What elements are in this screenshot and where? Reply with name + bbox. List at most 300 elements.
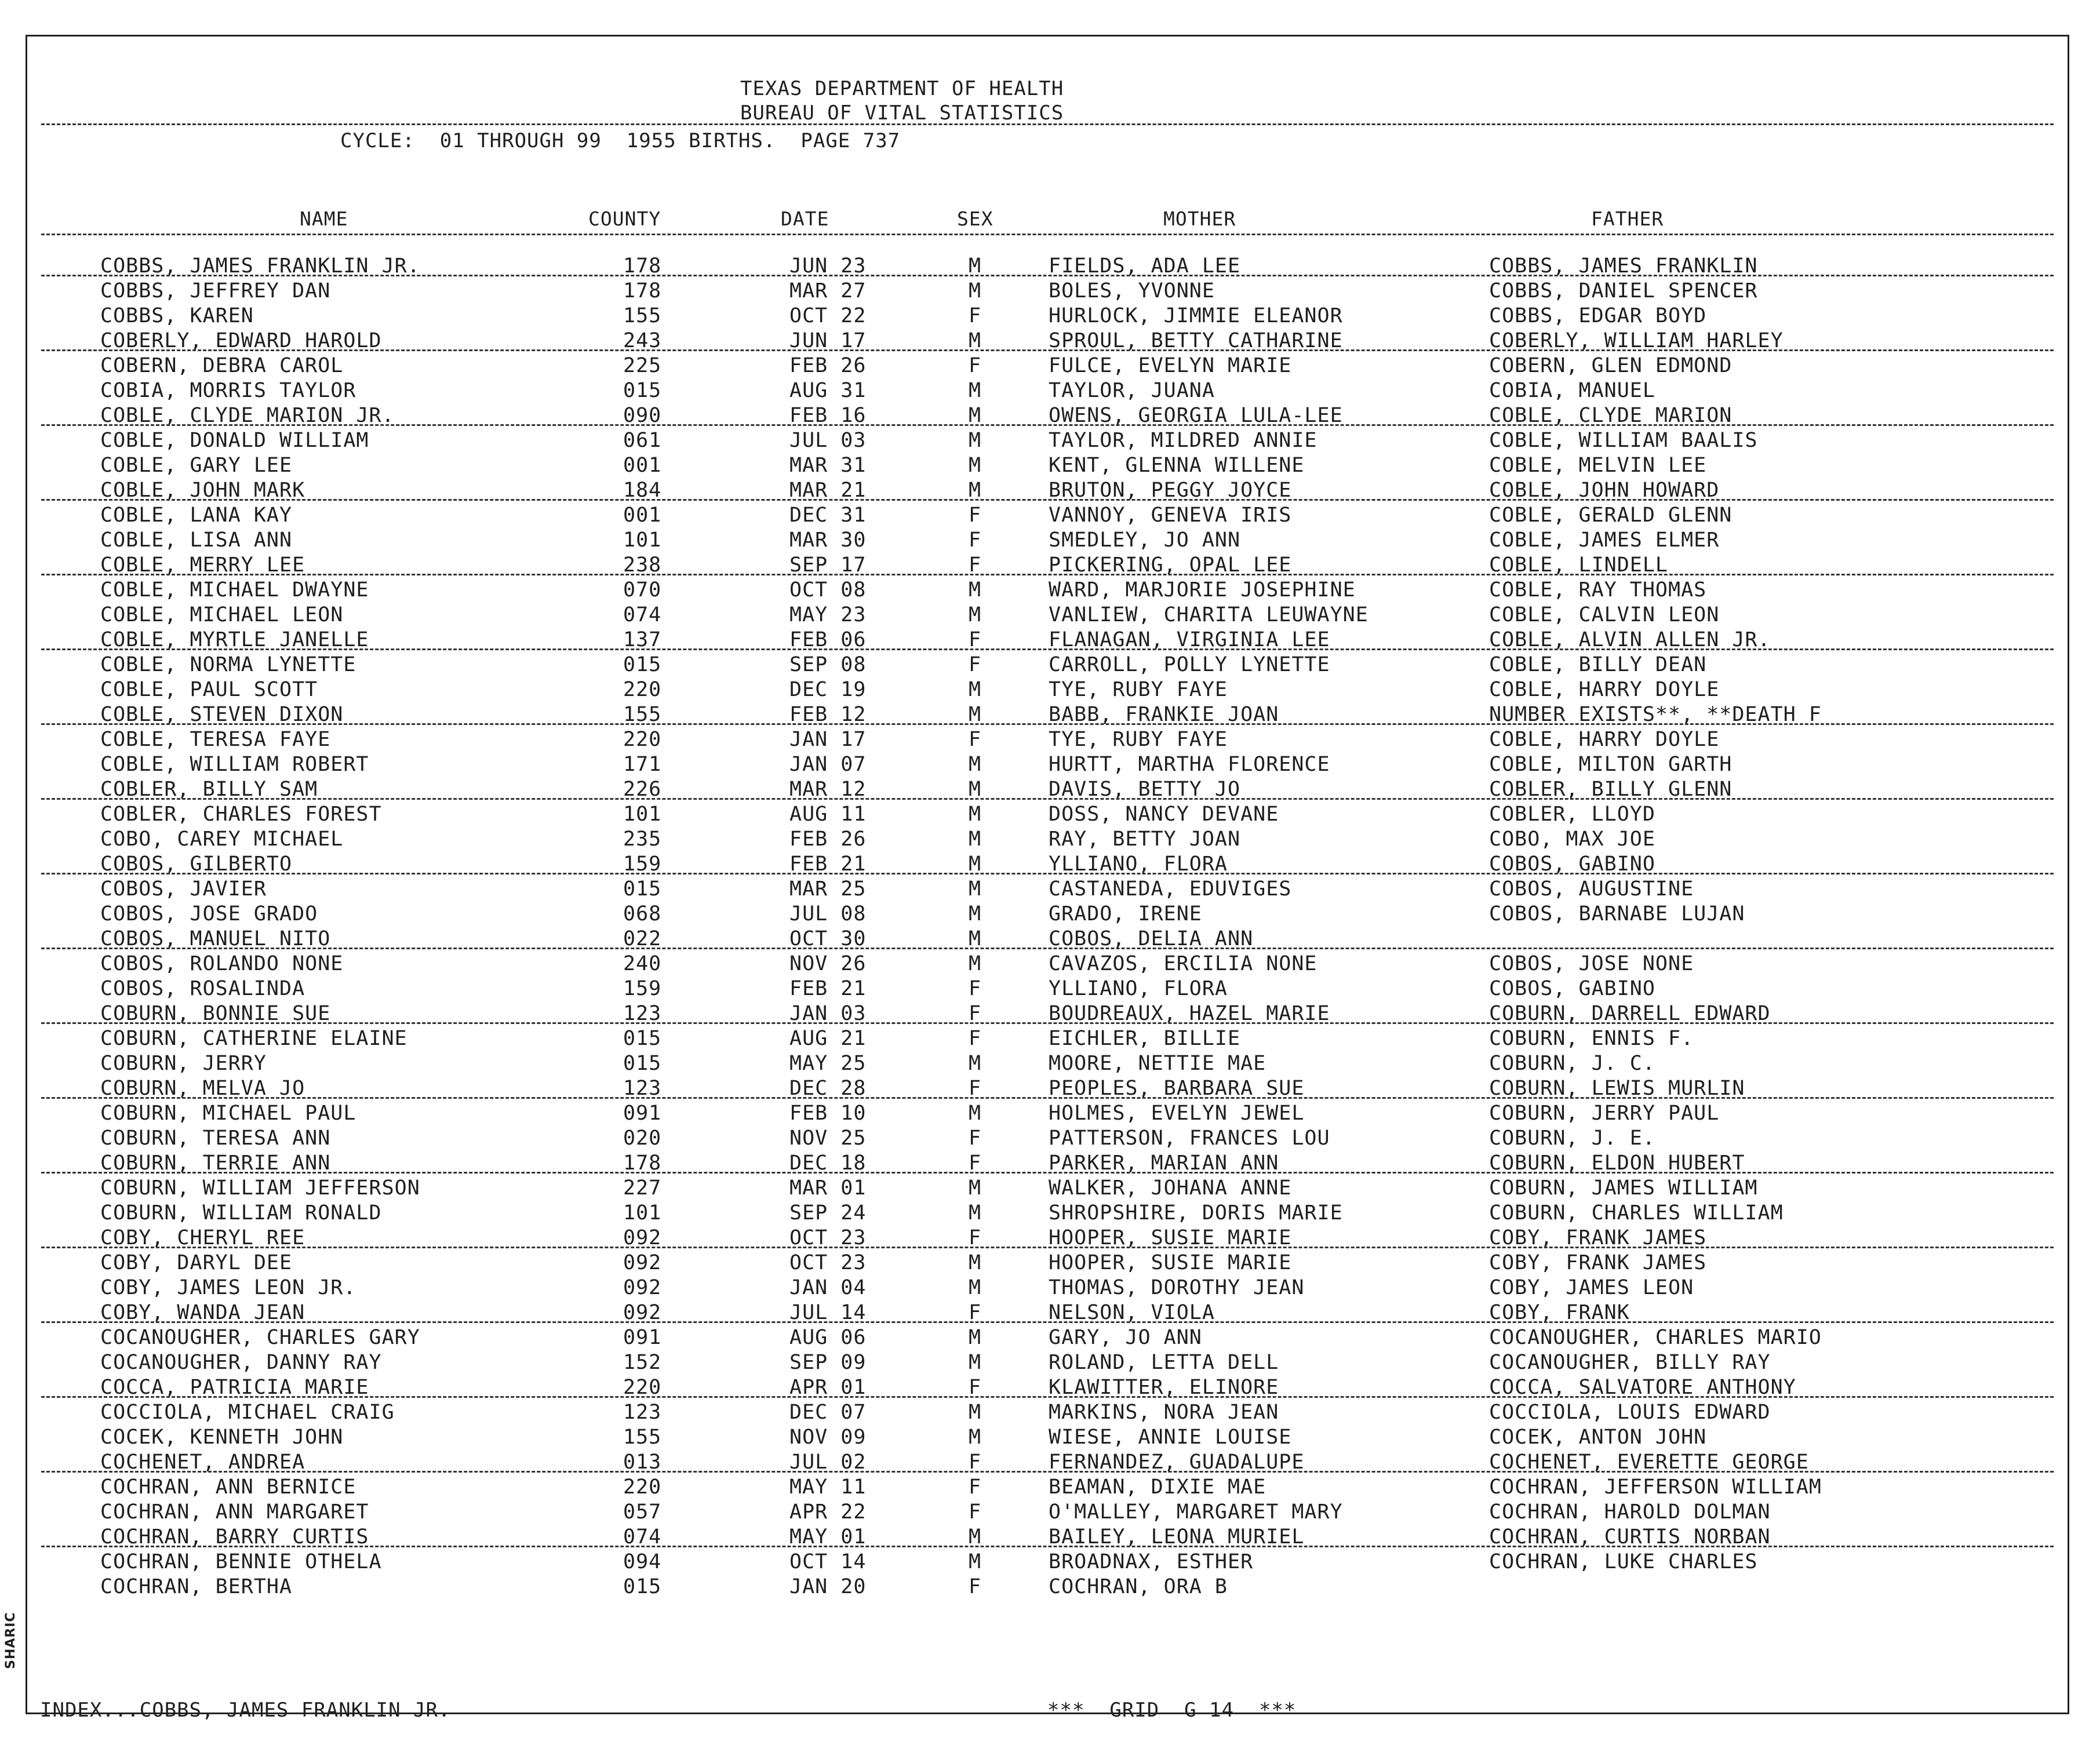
record-sex: M <box>969 1176 982 1200</box>
record-sex: M <box>969 1276 982 1299</box>
record-father: COBLE, LINDELL <box>1489 553 1669 577</box>
cycle-line: CYCLE: 01 THROUGH 99 1955 BIRTHS. PAGE 737 <box>340 129 901 152</box>
record-name: COCANOUGHER, CHARLES GARY <box>100 1326 420 1349</box>
record-county: 238 <box>623 553 662 577</box>
record-mother: NELSON, VIOLA <box>1049 1301 1215 1324</box>
department-title: TEXAS DEPARTMENT OF HEALTH <box>740 77 1064 100</box>
record-date: JUN 23 <box>789 254 867 278</box>
record-mother: VANLIEW, CHARITA LEUWAYNE <box>1049 603 1369 626</box>
record-mother: KLAWITTER, ELINORE <box>1049 1376 1279 1399</box>
record-name: COBLER, BILLY SAM <box>100 778 318 801</box>
record-row <box>27 828 2068 852</box>
record-sex: F <box>969 1451 982 1474</box>
record-father: NUMBER EXISTS**, **DEATH F <box>1489 703 1822 726</box>
record-date: NOV 26 <box>789 952 867 975</box>
record-mother: YLLIANO, FLORA <box>1049 852 1228 876</box>
record-sex: M <box>969 1550 982 1573</box>
record-date: MAR 31 <box>789 454 867 477</box>
record-county: 013 <box>623 1451 662 1474</box>
record-date: JAN 04 <box>789 1276 867 1299</box>
record-date: JAN 07 <box>789 753 867 776</box>
record-mother: FERNANDEZ, GUADALUPE <box>1049 1451 1305 1474</box>
record-mother: DOSS, NANCY DEVANE <box>1049 803 1279 826</box>
record-county: 092 <box>623 1226 662 1249</box>
record-father: COBOS, JOSE NONE <box>1489 952 1694 975</box>
record-county: 220 <box>623 1475 662 1499</box>
record-sex: M <box>969 1201 982 1225</box>
record-row <box>27 379 2068 404</box>
record-mother: HOOPER, SUSIE MARIE <box>1049 1251 1292 1274</box>
record-name: COBURN, TERRIE ANN <box>100 1152 331 1175</box>
record-mother: WALKER, JOHANA ANNE <box>1049 1176 1292 1200</box>
record-father: COBLE, BILLY DEAN <box>1489 653 1707 676</box>
record-county: 020 <box>623 1127 662 1150</box>
record-date: JAN 17 <box>789 728 867 751</box>
record-mother: OWENS, GEORGIA LULA-LEE <box>1049 404 1343 427</box>
record-name: COCHRAN, BERTHA <box>100 1575 293 1598</box>
record-father: COBLER, BILLY GLENN <box>1489 778 1733 801</box>
record-name: COBURN, TERESA ANN <box>100 1127 331 1150</box>
record-row <box>27 1052 2068 1077</box>
record-county: 226 <box>623 778 662 801</box>
record-mother: CASTANEDA, EDUVIGES <box>1049 877 1292 901</box>
record-row <box>27 1401 2068 1426</box>
record-name: COBOS, GILBERTO <box>100 852 293 876</box>
record-row <box>27 1550 2068 1575</box>
record-county: 101 <box>623 1201 662 1225</box>
record-row <box>27 304 2068 329</box>
record-mother: GRADO, IRENE <box>1049 902 1202 926</box>
record-mother: DAVIS, BETTY JO <box>1049 778 1241 801</box>
record-sex: M <box>969 603 982 626</box>
record-name: COBOS, JOSE GRADO <box>100 902 318 926</box>
record-father: COBLE, CALVIN LEON <box>1489 603 1720 626</box>
side-stamp: SHARIC <box>3 1612 18 1669</box>
record-county: 123 <box>623 1002 662 1025</box>
record-father: COBURN, JERRY PAUL <box>1489 1102 1720 1125</box>
record-name: COBURN, MICHAEL PAUL <box>100 1102 356 1125</box>
record-county: 220 <box>623 728 662 751</box>
record-father: COBLE, GERALD GLENN <box>1489 504 1733 527</box>
record-date: JAN 20 <box>789 1575 867 1598</box>
record-father: COCCIOLA, LOUIS EDWARD <box>1489 1401 1771 1424</box>
record-county: 092 <box>623 1276 662 1299</box>
record-sex: F <box>969 653 982 676</box>
record-date: DEC 07 <box>789 1401 867 1424</box>
header-rule <box>41 123 2054 125</box>
record-date: OCT 22 <box>789 304 867 327</box>
record-father: COBURN, CHARLES WILLIAM <box>1489 1201 1784 1225</box>
record-county: 220 <box>623 1376 662 1399</box>
record-mother: PARKER, MARIAN ANN <box>1049 1152 1279 1175</box>
record-sex: M <box>969 1525 982 1548</box>
record-father: COCCA, SALVATORE ANTHONY <box>1489 1376 1796 1399</box>
record-mother: CAVAZOS, ERCILIA NONE <box>1049 952 1317 975</box>
record-sex: F <box>969 1027 982 1050</box>
record-row <box>27 1475 2068 1500</box>
record-date: MAY 11 <box>789 1475 867 1499</box>
record-sex: M <box>969 479 982 502</box>
record-county: 220 <box>623 678 662 701</box>
record-sex: M <box>969 1401 982 1424</box>
record-father: COCHRAN, LUKE CHARLES <box>1489 1550 1758 1573</box>
record-row <box>27 1276 2068 1301</box>
record-row <box>27 553 2068 578</box>
record-sex: M <box>969 927 982 950</box>
record-father: COBERLY, WILLIAM HARLEY <box>1489 329 1784 352</box>
column-header-county: COUNTY <box>588 207 661 230</box>
record-mother: CARROLL, POLLY LYNETTE <box>1049 653 1330 676</box>
record-sex: F <box>969 728 982 751</box>
record-father: COBOS, AUGUSTINE <box>1489 877 1694 901</box>
record-father: COBOS, GABINO <box>1489 977 1655 1000</box>
record-row <box>27 603 2068 628</box>
record-county: 015 <box>623 653 662 676</box>
column-header-mother: MOTHER <box>1163 207 1236 230</box>
record-mother: KENT, GLENNA WILLENE <box>1049 454 1305 477</box>
record-row <box>27 529 2068 553</box>
record-county: 159 <box>623 977 662 1000</box>
record-name: COBBS, JEFFREY DAN <box>100 279 331 303</box>
record-county: 015 <box>623 1027 662 1050</box>
record-row <box>27 927 2068 952</box>
record-father: COBY, JAMES LEON <box>1489 1276 1694 1299</box>
record-date: FEB 26 <box>789 828 867 851</box>
record-mother: SHROPSHIRE, DORIS MARIE <box>1049 1201 1343 1225</box>
record-date: MAR 30 <box>789 529 867 552</box>
record-row <box>27 1426 2068 1451</box>
record-date: AUG 21 <box>789 1027 867 1050</box>
record-county: 090 <box>623 404 662 427</box>
record-county: 101 <box>623 803 662 826</box>
record-mother: ROLAND, LETTA DELL <box>1049 1351 1279 1374</box>
record-row <box>27 1326 2068 1351</box>
record-sex: F <box>969 977 982 1000</box>
record-row <box>27 628 2068 653</box>
record-sex: F <box>969 1152 982 1175</box>
record-mother: PICKERING, OPAL LEE <box>1049 553 1292 577</box>
record-date: FEB 26 <box>789 354 867 377</box>
record-sex: M <box>969 803 982 826</box>
record-name: COBLE, WILLIAM ROBERT <box>100 753 369 776</box>
record-name: COBOS, ROLANDO NONE <box>100 952 344 975</box>
record-county: 155 <box>623 1426 662 1449</box>
record-mother: BROADNAX, ESTHER <box>1049 1550 1254 1573</box>
record-sex: F <box>969 1500 982 1524</box>
record-mother: GARY, JO ANN <box>1049 1326 1202 1349</box>
record-name: COBURN, MELVA JO <box>100 1077 305 1100</box>
record-row <box>27 1451 2068 1475</box>
record-date: SEP 24 <box>789 1201 867 1225</box>
record-name: COBLE, LANA KAY <box>100 504 293 527</box>
record-row <box>27 1027 2068 1052</box>
record-county: 178 <box>623 254 662 278</box>
record-name: COBURN, JERRY <box>100 1052 267 1075</box>
record-row <box>27 1201 2068 1226</box>
record-father: COBLE, ALVIN ALLEN JR. <box>1489 628 1771 651</box>
record-county: 092 <box>623 1301 662 1324</box>
record-county: 094 <box>623 1550 662 1573</box>
record-father: COBURN, ELDON HUBERT <box>1489 1152 1745 1175</box>
record-name: COCHRAN, BENNIE OTHELA <box>100 1550 382 1573</box>
record-sex: F <box>969 1575 982 1598</box>
record-mother: FULCE, EVELYN MARIE <box>1049 354 1292 377</box>
record-father: COCHRAN, CURTIS NORBAN <box>1489 1525 1771 1548</box>
record-name: COBBS, KAREN <box>100 304 254 327</box>
record-name: COBOS, ROSALINDA <box>100 977 305 1000</box>
record-row <box>27 852 2068 877</box>
record-father: COBLE, JOHN HOWARD <box>1489 479 1720 502</box>
record-date: APR 01 <box>789 1376 867 1399</box>
record-sex: M <box>969 578 982 602</box>
record-row <box>27 1102 2068 1127</box>
record-row <box>27 1077 2068 1102</box>
record-name: COBOS, JAVIER <box>100 877 267 901</box>
record-date: JUL 03 <box>789 429 867 452</box>
record-sex: F <box>969 1226 982 1249</box>
record-name: COCCA, PATRICIA MARIE <box>100 1376 369 1399</box>
record-father: COBURN, J. E. <box>1489 1127 1655 1150</box>
record-row <box>27 952 2068 977</box>
record-father: COCANOUGHER, CHARLES MARIO <box>1489 1326 1822 1349</box>
record-sex: M <box>969 404 982 427</box>
record-date: AUG 11 <box>789 803 867 826</box>
record-county: 015 <box>623 1052 662 1075</box>
record-sex: M <box>969 329 982 352</box>
record-sex: M <box>969 379 982 402</box>
record-name: COBY, WANDA JEAN <box>100 1301 305 1324</box>
record-name: COBLE, STEVEN DIXON <box>100 703 344 726</box>
record-sex: M <box>969 1052 982 1075</box>
record-date: OCT 08 <box>789 578 867 602</box>
record-mother: HOOPER, SUSIE MARIE <box>1049 1226 1292 1249</box>
record-row <box>27 877 2068 902</box>
record-sex: F <box>969 1002 982 1025</box>
record-row <box>27 977 2068 1002</box>
record-name: COBOS, MANUEL NITO <box>100 927 331 950</box>
record-name: COBY, CHERYL REE <box>100 1226 305 1249</box>
record-sex: M <box>969 877 982 901</box>
record-row <box>27 1251 2068 1276</box>
record-row <box>27 1152 2068 1176</box>
record-date: SEP 08 <box>789 653 867 676</box>
record-mother: BRUTON, PEGGY JOYCE <box>1049 479 1292 502</box>
record-sex: M <box>969 902 982 926</box>
record-date: OCT 30 <box>789 927 867 950</box>
record-county: 184 <box>623 479 662 502</box>
record-date: AUG 31 <box>789 379 867 402</box>
record-name: COCHENET, ANDREA <box>100 1451 305 1474</box>
record-date: APR 22 <box>789 1500 867 1524</box>
record-name: COBLE, MERRY LEE <box>100 553 305 577</box>
record-date: FEB 16 <box>789 404 867 427</box>
record-father: COBIA, MANUEL <box>1489 379 1655 402</box>
record-mother: BEAMAN, DIXIE MAE <box>1049 1475 1266 1499</box>
record-name: COBLE, TERESA FAYE <box>100 728 331 751</box>
record-mother: MOORE, NETTIE MAE <box>1049 1052 1266 1075</box>
record-sex: F <box>969 1376 982 1399</box>
record-sex: F <box>969 628 982 651</box>
record-date: JUL 02 <box>789 1451 867 1474</box>
record-county: 001 <box>623 454 662 477</box>
record-county: 091 <box>623 1102 662 1125</box>
record-county: 068 <box>623 902 662 926</box>
record-sex: M <box>969 678 982 701</box>
record-name: COBLE, CLYDE MARION JR. <box>100 404 395 427</box>
record-county: 155 <box>623 304 662 327</box>
record-mother: VANNOY, GENEVA IRIS <box>1049 504 1292 527</box>
record-father: COBOS, GABINO <box>1489 852 1655 876</box>
record-name: COCHRAN, ANN BERNICE <box>100 1475 356 1499</box>
record-date: DEC 18 <box>789 1152 867 1175</box>
record-row <box>27 1575 2068 1600</box>
record-date: MAR 01 <box>789 1176 867 1200</box>
record-sex: M <box>969 454 982 477</box>
record-mother: WIESE, ANNIE LOUISE <box>1049 1426 1292 1449</box>
record-sex: F <box>969 354 982 377</box>
record-row <box>27 504 2068 529</box>
record-date: MAY 01 <box>789 1525 867 1548</box>
record-date: OCT 23 <box>789 1251 867 1274</box>
record-date: MAR 25 <box>789 877 867 901</box>
record-mother: PEOPLES, BARBARA SUE <box>1049 1077 1305 1100</box>
record-sex: F <box>969 504 982 527</box>
record-row <box>27 728 2068 753</box>
record-row <box>27 803 2068 828</box>
record-county: 178 <box>623 1152 662 1175</box>
record-mother: BOLES, YVONNE <box>1049 279 1215 303</box>
record-father: COBLER, LLOYD <box>1489 803 1655 826</box>
record-father: COBOS, BARNABE LUJAN <box>1489 902 1745 926</box>
record-date: JAN 03 <box>789 1002 867 1025</box>
record-father: COCHENET, EVERETTE GEORGE <box>1489 1451 1809 1474</box>
record-county: 243 <box>623 329 662 352</box>
record-county: 155 <box>623 703 662 726</box>
record-county: 015 <box>623 1575 662 1598</box>
record-name: COBLER, CHARLES FOREST <box>100 803 382 826</box>
record-sex: M <box>969 254 982 278</box>
record-mother: COCHRAN, ORA B <box>1049 1575 1228 1598</box>
column-header-sex: SEX <box>957 207 993 230</box>
record-mother: TAYLOR, MILDRED ANNIE <box>1049 429 1317 452</box>
record-row <box>27 279 2068 304</box>
record-father: COBLE, CLYDE MARION <box>1489 404 1733 427</box>
record-mother: BABB, FRANKIE JOAN <box>1049 703 1279 726</box>
record-county: 123 <box>623 1401 662 1424</box>
record-father: COCHRAN, HAROLD DOLMAN <box>1489 1500 1771 1524</box>
record-county: 235 <box>623 828 662 851</box>
record-mother: WARD, MARJORIE JOSEPHINE <box>1049 578 1356 602</box>
record-name: COBLE, MICHAEL LEON <box>100 603 344 626</box>
record-name: COBLE, MYRTLE JANELLE <box>100 628 369 651</box>
record-row <box>27 1226 2068 1251</box>
record-mother: COBOS, DELIA ANN <box>1049 927 1254 950</box>
record-date: FEB 21 <box>789 977 867 1000</box>
record-name: COBURN, WILLIAM RONALD <box>100 1201 382 1225</box>
record-date: MAY 23 <box>789 603 867 626</box>
record-name: COBO, CAREY MICHAEL <box>100 828 344 851</box>
record-name: COBERLY, EDWARD HAROLD <box>100 329 382 352</box>
record-father: COBLE, HARRY DOYLE <box>1489 728 1720 751</box>
record-sex: M <box>969 952 982 975</box>
record-father: COBY, FRANK JAMES <box>1489 1251 1707 1274</box>
record-date: JUN 17 <box>789 329 867 352</box>
record-name: COBY, JAMES LEON JR. <box>100 1276 356 1299</box>
record-sex: M <box>969 753 982 776</box>
record-date: OCT 23 <box>789 1226 867 1249</box>
record-sex: F <box>969 553 982 577</box>
record-row <box>27 653 2068 678</box>
record-name: COCHRAN, ANN MARGARET <box>100 1500 369 1524</box>
record-row <box>27 454 2068 479</box>
record-sex: F <box>969 1475 982 1499</box>
record-row <box>27 1002 2068 1027</box>
record-name: COBURN, WILLIAM JEFFERSON <box>100 1176 420 1200</box>
record-date: MAR 21 <box>789 479 867 502</box>
record-father: COBBS, JAMES FRANKLIN <box>1489 254 1758 278</box>
record-date: FEB 21 <box>789 852 867 876</box>
column-header-date: DATE <box>781 207 829 230</box>
record-date: MAY 25 <box>789 1052 867 1075</box>
record-county: 057 <box>623 1500 662 1524</box>
record-date: JUL 08 <box>789 902 867 926</box>
record-county: 171 <box>623 753 662 776</box>
record-name: COCHRAN, BARRY CURTIS <box>100 1525 369 1548</box>
record-date: OCT 14 <box>789 1550 867 1573</box>
record-mother: SMEDLEY, JO ANN <box>1049 529 1241 552</box>
record-father: COBBS, DANIEL SPENCER <box>1489 279 1758 303</box>
record-row <box>27 1500 2068 1525</box>
record-father: COBY, FRANK <box>1489 1301 1630 1324</box>
record-date: DEC 19 <box>789 678 867 701</box>
record-sex: M <box>969 1351 982 1374</box>
record-father: COCEK, ANTON JOHN <box>1489 1426 1707 1449</box>
record-mother: THOMAS, DOROTHY JEAN <box>1049 1276 1305 1299</box>
record-county: 015 <box>623 379 662 402</box>
record-date: SEP 17 <box>789 553 867 577</box>
record-county: 159 <box>623 852 662 876</box>
record-sex: M <box>969 852 982 876</box>
record-row <box>27 479 2068 504</box>
record-father: COCANOUGHER, BILLY RAY <box>1489 1351 1771 1374</box>
record-father: COBURN, DARRELL EDWARD <box>1489 1002 1771 1025</box>
record-row <box>27 354 2068 379</box>
record-row <box>27 1351 2068 1376</box>
record-mother: PATTERSON, FRANCES LOU <box>1049 1127 1330 1150</box>
record-mother: TAYLOR, JUANA <box>1049 379 1215 402</box>
record-county: 225 <box>623 354 662 377</box>
record-mother: HURTT, MARTHA FLORENCE <box>1049 753 1330 776</box>
record-row <box>27 753 2068 778</box>
grid-footer: *** GRID G 14 *** <box>1047 1699 1297 1722</box>
record-name: COBLE, LISA ANN <box>100 529 293 552</box>
record-father: COBLE, WILLIAM BAALIS <box>1489 429 1758 452</box>
record-date: FEB 12 <box>789 703 867 726</box>
record-mother: FLANAGAN, VIRGINIA LEE <box>1049 628 1330 651</box>
record-sex: F <box>969 1127 982 1150</box>
record-sex: F <box>969 1301 982 1324</box>
record-row <box>27 404 2068 429</box>
record-mother: TYE, RUBY FAYE <box>1049 678 1228 701</box>
record-county: 123 <box>623 1077 662 1100</box>
record-row <box>27 429 2068 454</box>
record-date: MAR 12 <box>789 778 867 801</box>
record-name: COBBS, JAMES FRANKLIN JR. <box>100 254 420 278</box>
record-date: SEP 09 <box>789 1351 867 1374</box>
printout-frame <box>26 35 2069 1722</box>
record-sex: M <box>969 778 982 801</box>
record-father: COBLE, HARRY DOYLE <box>1489 678 1720 701</box>
